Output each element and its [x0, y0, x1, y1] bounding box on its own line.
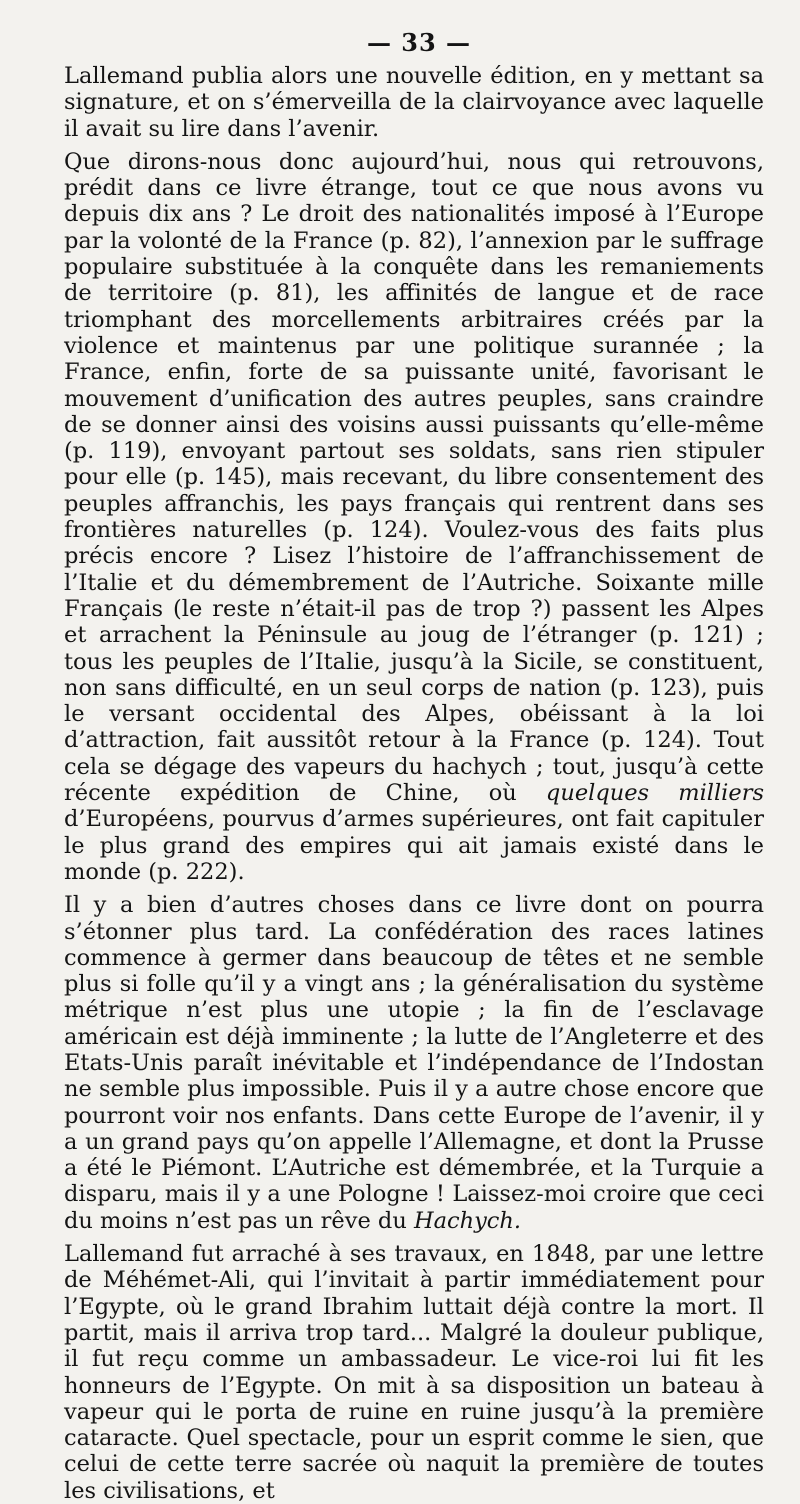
italic-text: Hachych. — [413, 1207, 522, 1234]
page-number: — 33 — — [366, 28, 472, 57]
paragraph-4 — [64, 1241, 764, 1504]
paragraph-text: Il y a bien d’autres choses dans ce livre dont on pourra s’étonner plus tard. La confédération des races latines commence à germer dans beaucoup de têtes et ne semble plus si folle qu’il y a vingt ans ; la généralisation du système métrique n’est plus une utopie ; la fin de l’esclavage américain est déjà imminente ; la lutte de l’Angleterre et des Etats-Unis paraît inévitable et l’indépendance de l’Indostan ne semble plus impossible. Puis il y a autre chose encore que pourront voir nos enfants. Dans cette Europe de l’avenir, il y a un grand pays qu’on appelle l’Allemagne, et dont la Prusse a été le Piémont. L’Autriche est démembrée, et la Turquie a disparu, mais il y a une Pologne ! Laissez-moi croire que ceci du moins n’est pas un rêve du — [64, 892, 764, 1234]
paragraph-2 — [64, 149, 764, 885]
italic-text: quelques milliers — [545, 780, 764, 807]
paragraph-text: Lallemand publia alors une nouvelle édition, en y mettant sa signature, et on s’émerveilla de la clairvoyance avec laquelle il avait su lire dans l’avenir. — [64, 63, 764, 142]
paragraph-text: d’Européens, pourvus d’armes supérieures, ont fait capituler le plus grand des empires qui ait jamais existé dans le monde (p. 222). — [64, 806, 764, 885]
paragraph-3 — [64, 892, 764, 1234]
paragraph-text: Que dirons-nous donc aujourd’hui, nous qui retrouvons, prédit dans ce livre étrange, tout ce que nous avons vu depuis dix ans ? Le droit des nationalités imposé à l’Europe par la volonté de la France (p. 82), l’annexion par le suffrage populaire substituée à la conquête dans les remaniements de territoire (p. 81), les affinités de langue et de race triomphant des morcellements arbitraires créés par la violence et maintenus par une politique surannée ; la France, enfin, forte de sa puissante unité, favorisant le mouvement d’unification des autres peuples, sans craindre de se donner ainsi des voisins aussi puissants qu’elle-même (p. 119), envoyant partout ses soldats, sans rien stipuler pour elle (p. 145), mais recevant, du libre consentement des peuples affranchis, les pays français qui rentrent dans ses frontières naturelles (p. 124). Voulez-vous des faits plus précis encore ? Lisez l’histoire de l’affranchissement de l’Italie et du démembrement de l’Autriche. Soixante mille Français (le reste n’était-il pas de trop ?) passent les Alpes et arrachent la Péninsule au joug de l’étranger (p. 121) ; tous les peuples de l’Italie, jusqu’à la Sicile, se constituent, non sans difficulté, en un seul corps de nation (p. 123), puis le versant occidental des Alpes, obéissant à la loi d’attraction, fait aussitôt retour à la France (p. 124). Tout cela se dégage des vapeurs du hachych ; tout, jusqu’à cette récente expédition de Chine, où — [64, 148, 764, 807]
paragraph-text: Lallemand fut arraché à ses travaux, en 1848, par une lettre de Méhémet-Ali, qui l’invitait à partir immédiatement pour l’Egypte, où le grand Ibrahim luttait déjà contre la mort. Il partit, mais il arriva trop tard... Malgré la douleur publique, il fut reçu comme un ambassadeur. Le vice-roi lui fit les honneurs de l’Egypte. On mit à sa disposition un bateau à vapeur qui le porta de ruine en ruine jusqu’à la première cataracte. Quel spectacle, pour un esprit comme le sien, que celui de cette terre sacrée où naquit la première de toutes les civilisations, et — [64, 1241, 764, 1504]
paragraph-1 — [64, 63, 764, 142]
